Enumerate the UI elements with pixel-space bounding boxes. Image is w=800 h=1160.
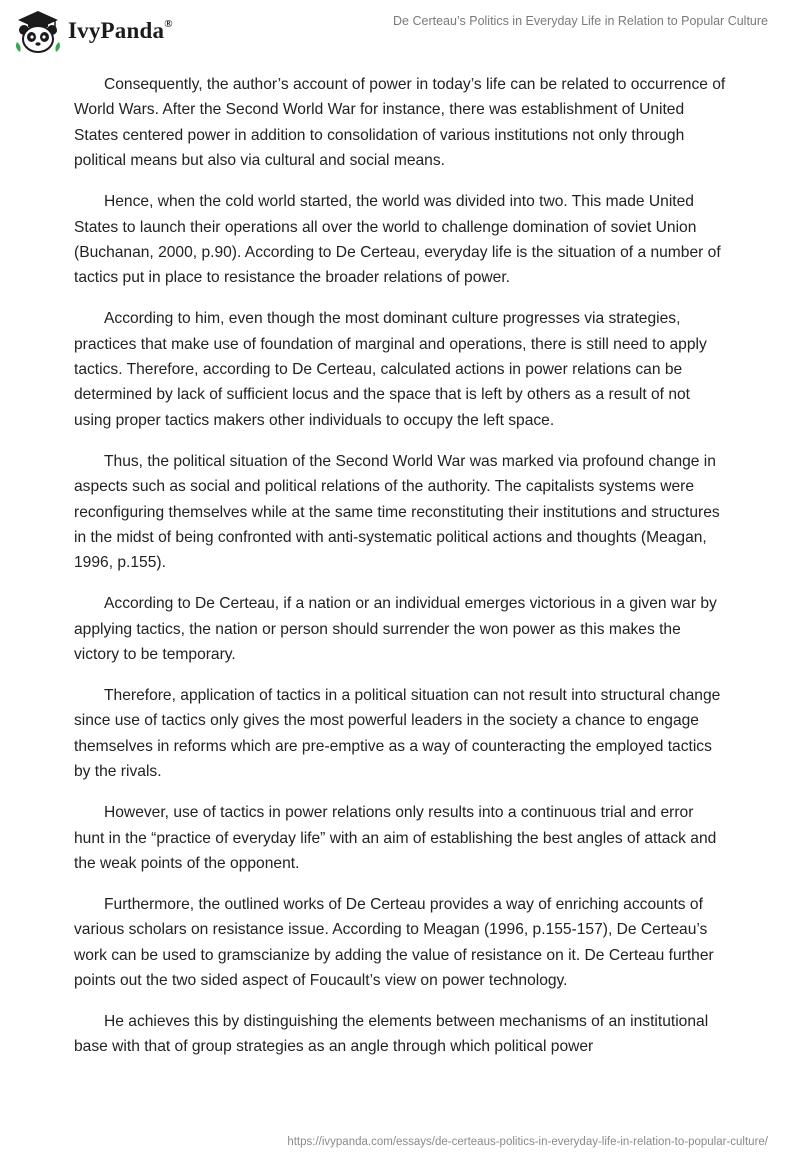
ivypanda-logo[interactable]: [14, 8, 173, 54]
paragraph-4: Thus, the political situation of the Second World War was marked via profound change in aspects such as social and political relations of the authority. The capitalists systems were reconfiguring themselves while at the same time reconstituting their institutions and structures in the midst of being confronted with anti-systematic political actions and thoughts (Meagan, 1996, p.155).: [74, 452, 720, 572]
source-url[interactable]: https://ivypanda.com/essays/de-certeaus-politics-in-everyday-life-in-relation-to-popular-culture/: [287, 1136, 768, 1148]
paragraph-6: Therefore, application of tactics in a political situation can not result into structural change since use of tactics only gives the most powerful leaders in the society a chance to engage themselves in reforms which are pre-emptive as a way of counteracting the employed tactics by the rivals.: [74, 687, 721, 781]
paragraph-7: However, use of tactics in power relations only results into a continuous trial and error hunt in the “practice of everyday life” with an aim of establishing the best angles of attack and the weak points of the opponent.: [74, 804, 717, 872]
paragraph-2: Hence, when the cold world started, the world was divided into two. This made United States to launch their operations all over the world to challenge domination of soviet Union (Buchanan, 2000, p.90). According to De Certeau, everyday life is the situation of a number of tactics put in place to resistance the broader relations of power.: [74, 193, 721, 287]
paragraph-3: According to him, even though the most dominant culture progresses via strategies, practices that make use of foundation of marginal and operations, there is still need to apply tactics. Therefore, according to De Certeau, calculated actions in power relations can be determined by lack of sufficient locus and the space that is left by others as a result of not using proper tactics makers other individuals to occupy the left space.: [74, 310, 707, 429]
registered-mark: ®: [164, 18, 173, 31]
essay-body: [74, 72, 726, 1075]
document-title: De Certeau’s Politics in Everyday Life in Relation to Popular Culture: [393, 14, 768, 28]
brand-name: [68, 18, 173, 44]
panda-graduate-icon: [14, 8, 62, 54]
paragraph-5: According to De Certeau, if a nation or an individual emerges victorious in a given war by applying tactics, the nation or person should surrender the won power as this makes the victory to be temporary.: [74, 595, 717, 664]
brand-text: IvyPanda: [68, 18, 165, 43]
paragraph-8: Furthermore, the outlined works of De Certeau provides a way of enriching accounts of various scholars on resistance issue. According to Meagan (1996, p.155-157), De Certeau’s work can be used to gramscianize by adding the value of resistance on it. De Certeau further points out the two sided aspect of Foucault’s view on power technology.: [74, 895, 714, 990]
page-header: [0, 0, 800, 62]
paragraph-1: Consequently, the author’s account of power in today’s life can be related to occurrence of World Wars. After the Second World War for instance, there was establishment of United States centered power in addition to consolidation of various institutions not only through political means but also via cultural and social means.: [74, 76, 726, 170]
paragraph-9: He achieves this by distinguishing the elements between mechanisms of an institutional base with that of group strategies as an angle through which political power: [74, 1013, 709, 1056]
